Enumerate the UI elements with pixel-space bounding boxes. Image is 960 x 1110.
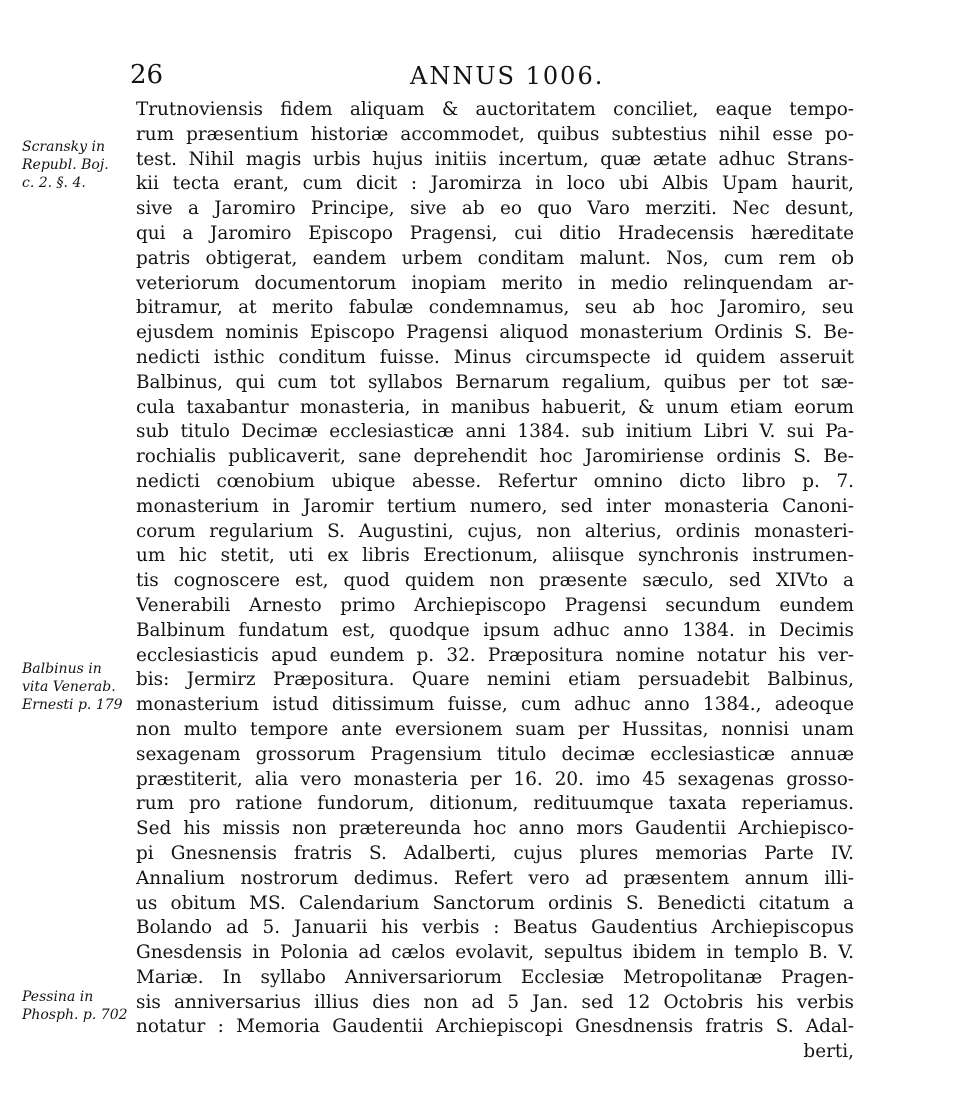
margin-note-line: Scransky in [22, 139, 106, 155]
text-line: Gnesdensis in Polonia ad cælos evolavit, sepultus ibidem in templo B. V. [136, 942, 854, 964]
text-line: Mariæ. In syllabo Anniversariorum Ecclesiæ Metropolitanæ Pragen- [136, 966, 854, 988]
text-line: rum præsentium historiæ accommodet, quibus subtestius nihil esse po- [136, 123, 854, 145]
main-text [136, 98, 854, 1065]
text-line: Balbinum fundatum est, quodque ipsum adhuc anno 1384. in Decimis [136, 619, 854, 641]
text-line: ejusdem nominis Episcopo Pragensi aliquod monasterium Ordinis S. Be- [136, 322, 854, 344]
text-line: rochialis publicaverit, sane deprehendit hoc Jaromiriense ordinis S. Be- [136, 446, 854, 468]
margin-notes [0, 0, 130, 1110]
text-line: qui a Jaromiro Episcopo Pragensi, cui ditio Hradecensis hæreditate [136, 222, 854, 244]
text-line: sub titulo Decimæ ecclesiasticæ anni 1384. sub initium Libri V. sui Pa- [136, 421, 854, 443]
text-line: um hic stetit, uti ex libris Erectionum, aliisque synchronis instrumen- [136, 545, 854, 567]
text-line: Balbinus, qui cum tot syllabos Bernarum regalium, quibus per tot sæ- [136, 371, 854, 393]
text-line: monasterium istud ditissimum fuisse, cum adhuc anno 1384., adeoque [136, 694, 854, 716]
text-line: cula taxabantur monasteria, in manibus habuerit, & unum etiam eorum [136, 396, 854, 418]
page-header [130, 60, 850, 94]
text-line: bis: Jermirz Præpositura. Quare nemini etiam persuadebit Balbinus, [136, 669, 854, 691]
text-line: Sed his missis non prætereunda hoc anno mors Gaudentii Archiepisco- [136, 818, 854, 840]
text-line: rum pro ratione fundorum, ditionum, redituumque taxata reperiamus. [136, 793, 854, 815]
margin-note-line: Republ. Boj. [22, 157, 109, 173]
text-line: patris obtigerat, eandem urbem conditam malunt. Nos, cum rem ob [136, 247, 854, 269]
text-line: sis anniversarius illius dies non ad 5 Jan. sed 12 Octobris his verbis [136, 991, 854, 1013]
margin-note [22, 988, 128, 1024]
text-line: ecclesiasticis apud eundem p. 32. Præpositura nomine notatur his ver- [136, 644, 854, 666]
margin-note-line: Balbinus in [22, 661, 102, 677]
text-line: nedicti isthic conditum fuisse. Minus circumspecte id quidem asseruit [136, 346, 854, 368]
page-number: 26 [130, 60, 164, 90]
text-line: sexagenam grossorum Pragensium titulo decimæ ecclesiasticæ annuæ [136, 743, 854, 765]
text-line: us obitum MS. Calendarium Sanctorum ordinis S. Benedicti citatum a [136, 892, 854, 914]
text-line: Annalium nostrorum dedimus. Refert vero ad præsentem annum illi- [136, 867, 854, 889]
running-title: ANNUS 1006. [410, 62, 605, 90]
text-line: notatur : Memoria Gaudentii Archiepiscopi Gnesdnensis fratris S. Adal- [136, 1016, 854, 1038]
text-line: non multo tempore ante eversionem suam per Hussitas, nonnisi unam [136, 718, 854, 740]
text-line: Trutnoviensis fidem aliquam & auctoritatem conciliet, eaque tempo- [136, 99, 854, 120]
text-line: kii tecta erant, cum dicit : Jaromirza in loco ubi Albis Upam haurit, [136, 173, 854, 195]
text-line: Venerabili Arnesto primo Archiepiscopo Pragensi secundum eundem [136, 594, 854, 616]
text-line: corum regularium S. Augustini, cujus, non alterius, ordinis monasteri- [136, 520, 854, 542]
text-line: tis cognoscere est, quod quidem non præsente sæculo, sed XIVto a [136, 570, 854, 592]
text-line: veteriorum documentorum inopiam merito in medio relinquendam ar- [136, 272, 854, 294]
text-line: berti, [803, 1041, 854, 1063]
margin-note-line: vita Venerab. [22, 679, 116, 695]
text-line: præstiterit, alia vero monasteria per 16. 20. imo 45 sexagenas grosso- [136, 768, 854, 790]
margin-note [22, 660, 123, 714]
text-line: nedicti cœnobium ubique abesse. Refertur omnino dicto libro p. 7. [136, 470, 854, 492]
text-line: monasterium in Jaromir tertium numero, sed inter monasteria Canoni- [136, 495, 854, 517]
margin-note-line: Ernesti p. 179 [22, 697, 123, 713]
margin-note [22, 138, 109, 192]
margin-note-line: c. 2. §. 4. [22, 175, 86, 191]
text-line: test. Nihil magis urbis hujus initiis incertum, quæ ætate adhuc Strans- [136, 148, 854, 170]
text-line: sive a Jaromiro Principe, sive ab eo quo Varo merziti. Nec desunt, [136, 198, 854, 220]
text-line: Bolando ad 5. Januarii his verbis : Beatus Gaudentius Archiepiscopus [136, 917, 854, 939]
text-line: bitramur, at merito fabulæ condemnamus, seu ab hoc Jaromiro, seu [136, 297, 854, 319]
text-line: pi Gnesnensis fratris S. Adalberti, cujus plures memorias Parte IV. [136, 842, 854, 864]
margin-note-line: Pessina in [22, 989, 94, 1005]
margin-note-line: Phosph. p. 702 [22, 1007, 128, 1023]
